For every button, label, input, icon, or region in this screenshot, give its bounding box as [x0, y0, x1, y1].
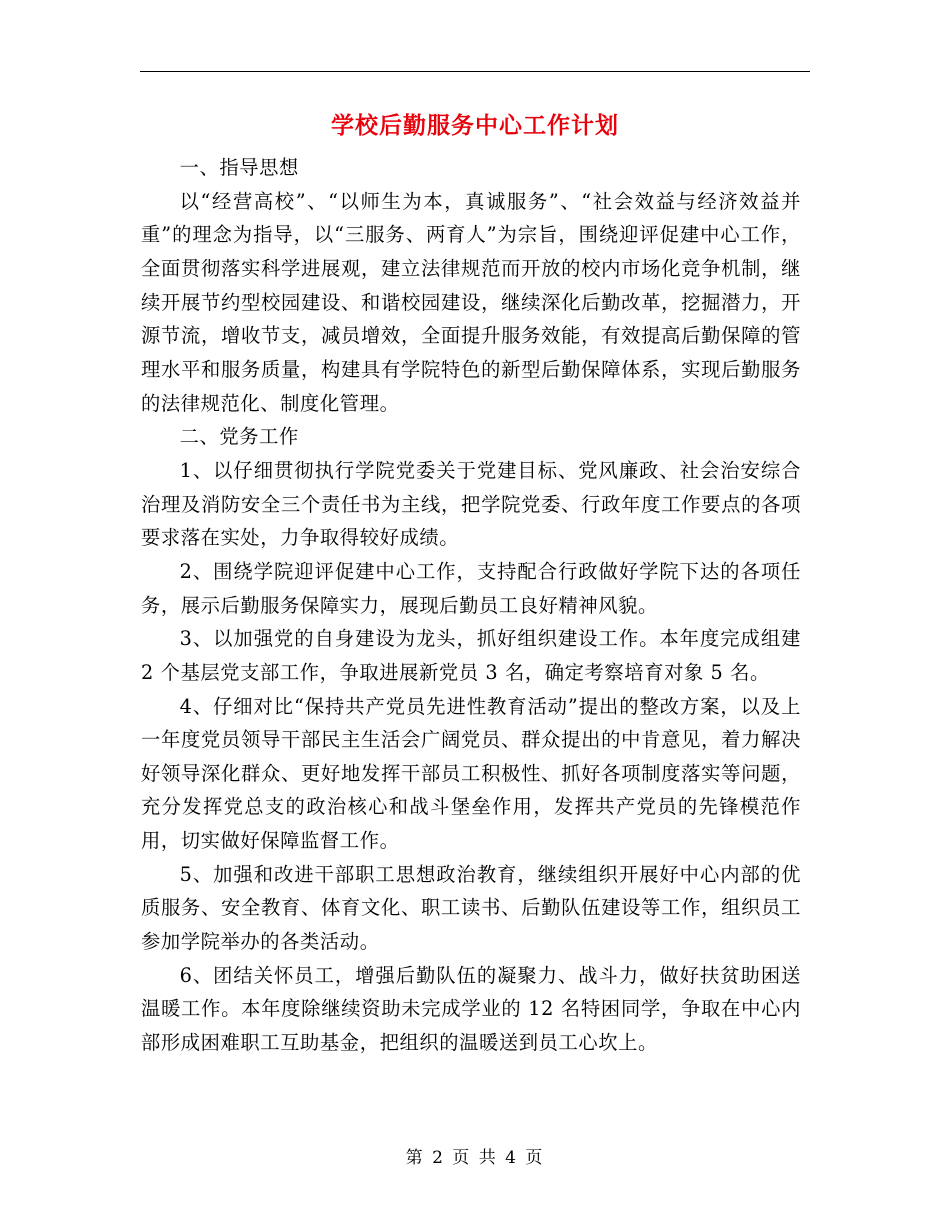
- section-heading-guiding-ideology: 一、指导思想: [179, 156, 299, 179]
- paragraph-item-1: 1、以仔细贯彻执行学院党委关于党建目标、党风廉政、社会治安综合治理及消防安全三个责任书为主线，把学院党委、行政年度工作要点的各项要求落在实处，力争取得较好成绩。: [141, 458, 801, 550]
- section-heading-party-affairs: 二、党务工作: [179, 425, 299, 449]
- paragraph-guiding-ideology: 以“经营高校”、“以师生为本，真诚服务”、“社会效益与经济效益并重”的理念为指导，以“三服务、两育人”为宗旨，围绕迎评促建中心工作，全面贯彻落实科学进展观，建立法律规范而开放的校内市场化竞争机制，继续开展节约型校园建设、和谐校园建设，继续深化后勤改革，挖掘潜力，开源节流，增收节支，减员增效，全面提升服务效能，有效提高后勤保障的管理水平和服务质量，构建具有学院特色的新型后勤保障体系，实现后勤服务的法律规范化、制度化管理。: [141, 189, 801, 415]
- page-number: 第 2 页 共 4 页: [405, 1148, 545, 1168]
- header-rule: [140, 71, 810, 72]
- paragraph-item-5: 5、加强和改进干部职工思想政治教育，继续组织开展好中心内部的优质服务、安全教育、体育文化、职工读书、后勤队伍建设等工作，组织员工参加学院举办的各类活动。: [141, 862, 801, 954]
- document-title: 学校后勤服务中心工作计划: [331, 112, 619, 139]
- document-body: [141, 151, 801, 1060]
- paragraph-item-4: 4、仔细对比“保持共产党员先进性教育活动”提出的整改方案，以及上一年度党员领导干部民主生活会广阔党员、群众提出的中肯意见，着力解决好领导深化群众、更好地发挥干部员工积极性、抓好各项制度落实等问题，充分发挥党总支的政治核心和战斗堡垒作用，发挥共产党员的先锋模范作用，切实做好保障监督工作。: [141, 694, 801, 853]
- paragraph-item-2: 2、围绕学院迎评促建中心工作，支持配合行政做好学院下达的各项任务，展示后勤服务保障实力，展现后勤员工良好精神风貌。: [141, 559, 801, 617]
- paragraph-item-3: 3、以加强党的自身建设为龙头，抓好组织建设工作。本年度完成组建 2 个基层党支部工作，争取进展新党员 3 名，确定考察培育对象 5 名。: [141, 627, 801, 684]
- paragraph-item-6: 6、团结关怀员工，增强后勤队伍的凝聚力、战斗力，做好扶贫助困送温暖工作。本年度除继续资助未完成学业的 12 名特困同学，争取在中心内部形成困难职工互助基金，把组织的温暖送到员工心坎上。: [141, 963, 801, 1055]
